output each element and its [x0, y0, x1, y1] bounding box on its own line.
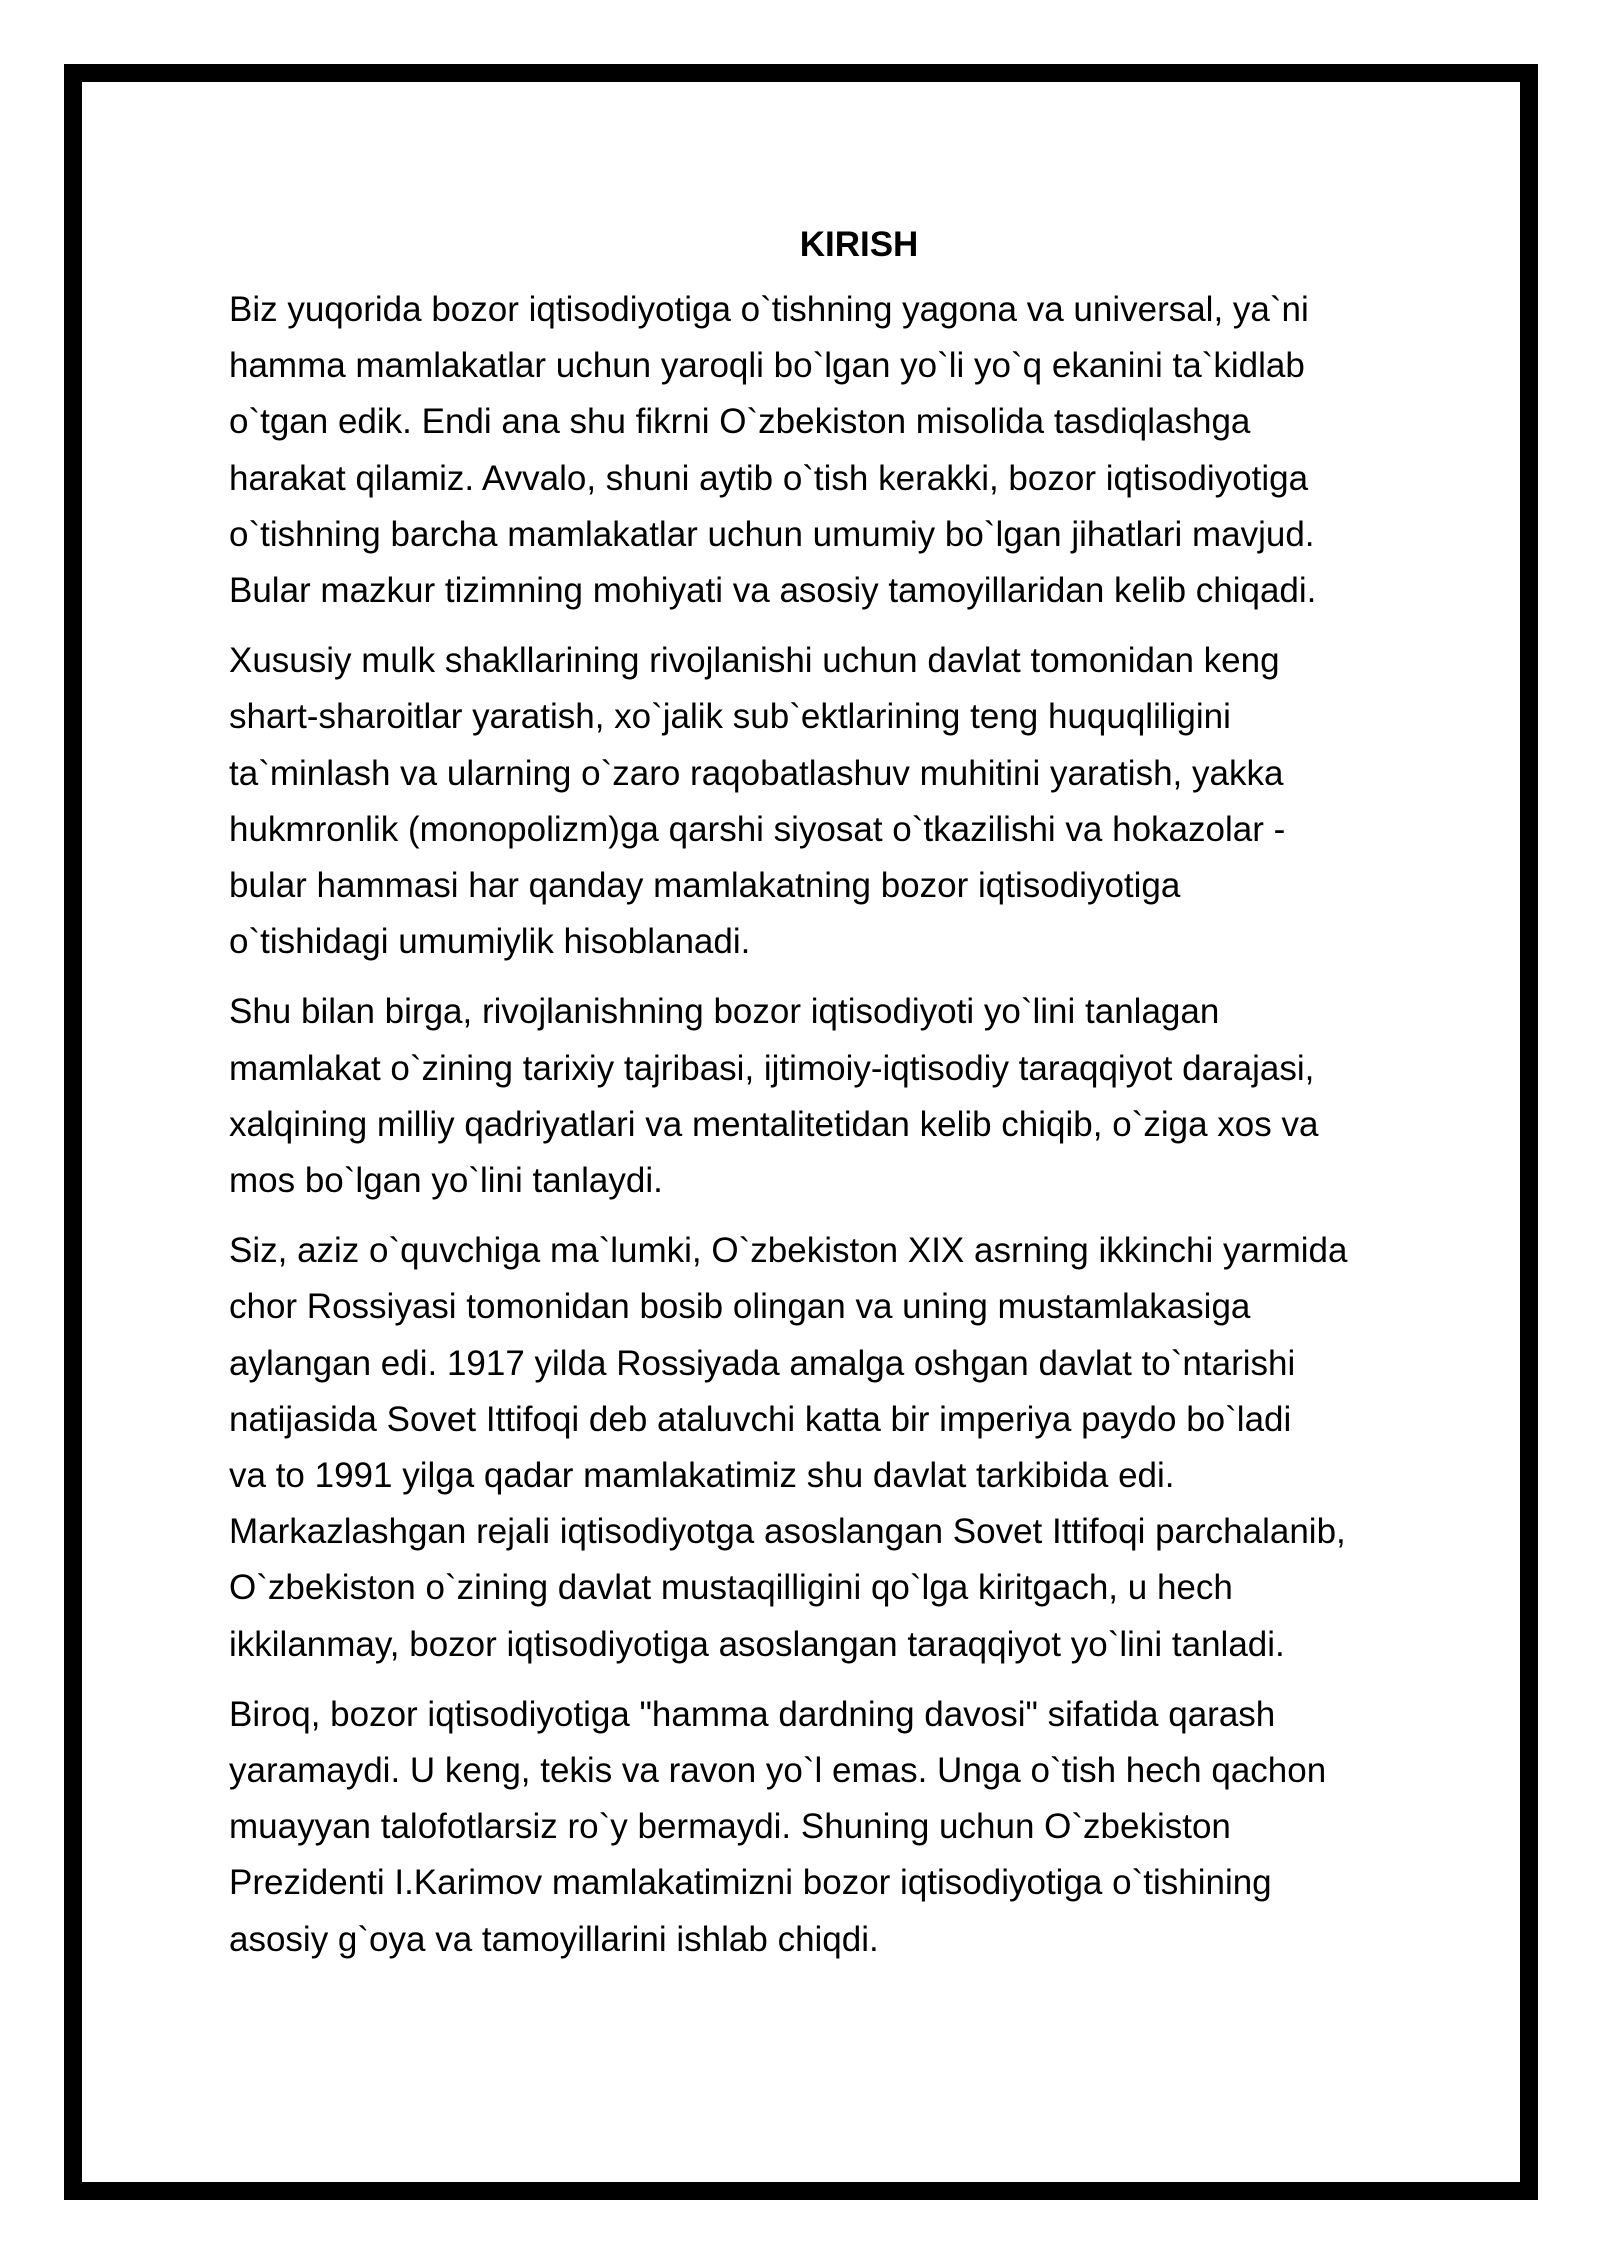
- paragraph-2: [229, 633, 1519, 970]
- paragraph-line: muayyan talofotlarsiz ro`y bermaydi. Shuning uchun O`zbekiston: [229, 1807, 1231, 1847]
- paragraph-line: Prezidenti I.Karimov mamlakatimizni bozor iqtisodiyotiga o`tishining: [229, 1863, 1272, 1903]
- paragraph-line: mamlakat o`zining tarixiy tajribasi, ijtimoiy-iqtisodiy taraqqiyot darajasi,: [229, 1048, 1315, 1088]
- paragraph-line: hukmronlik (monopolizm)ga qarshi siyosat o`tkazilishi va hokazolar -: [229, 809, 1286, 849]
- paragraph-line: o`tgan edik. Endi ana shu fikrni O`zbekiston misolida tasdiqlashga: [229, 402, 1251, 442]
- paragraph-line: va to 1991 yilga qadar mamlakatimiz shu davlat tarkibida edi.: [229, 1456, 1175, 1496]
- paragraph-line: Biroq, bozor iqtisodiyotiga "hamma dardning davosi" sifatida qarash: [229, 1694, 1276, 1734]
- paragraph-line: aylangan edi. 1917 yilda Rossiyada amalga oshgan davlat to`ntarishi: [229, 1343, 1296, 1383]
- document-title: KIRISH: [799, 225, 919, 264]
- paragraph-line: Xususiy mulk shakllarining rivojlanishi uchun davlat tomonidan keng: [229, 641, 1280, 681]
- paragraph-line: mos bo`lgan yo`lini tanlaydi.: [229, 1161, 663, 1201]
- paragraph-line: yaramaydi. U keng, tekis va ravon yo`l emas. Unga o`tish hech qachon: [229, 1751, 1327, 1791]
- paragraph-line: o`tishning barcha mamlakatlar uchun umumiy bo`lgan jihatlari mavjud.: [229, 514, 1315, 554]
- paragraph-line: asosiy g`oya va tamoyillarini ishlab chiqdi.: [229, 1919, 879, 1959]
- paragraph-line: Shu bilan birga, rivojlanishning bozor iqtisodiyoti yo`lini tanlagan: [229, 992, 1220, 1032]
- paragraph-line: hamma mamlakatlar uchun yaroqli bo`lgan yo`li yo`q ekanini ta`kidlab: [229, 346, 1305, 386]
- paragraph-line: xalqining milliy qadriyatlari va mentalitetidan kelib chiqib, o`ziga xos va: [229, 1104, 1319, 1144]
- paragraph-3: [229, 984, 1519, 1209]
- paragraph-line: bular hammasi har qanday mamlakatning bozor iqtisodiyotiga: [229, 866, 1181, 906]
- paragraph-line: harakat qilamiz. Avvalo, shuni aytib o`tish kerakki, bozor iqtisodiyotiga: [229, 458, 1309, 498]
- paragraph-line: chor Rossiyasi tomonidan bosib olingan va uning mustamlakasiga: [229, 1287, 1251, 1327]
- paragraph-line: Biz yuqorida bozor iqtisodiyotiga o`tishning yagona va universal, ya`ni: [229, 290, 1309, 329]
- paragraph-line: O`zbekiston o`zining davlat mustaqilligini qo`lga kiritgach, u hech: [229, 1568, 1233, 1608]
- paragraph-line: ikkilanmay, bozor iqtisodiyotiga asoslangan taraqqiyot yo`lini tanladi.: [229, 1624, 1285, 1664]
- paragraph-1: [229, 282, 1519, 619]
- paragraph-line: ta`minlash va ularning o`zaro raqobatlashuv muhitini yaratish, yakka: [229, 753, 1284, 793]
- paragraph-line: Bular mazkur tizimning mohiyati va asosiy tamoyillaridan kelib chiqadi.: [229, 571, 1317, 611]
- paragraph-line: o`tishidagi umumiylik hisoblanadi.: [229, 922, 751, 962]
- paragraph-4: [229, 1223, 1519, 1673]
- paragraph-5: [229, 1687, 1519, 1968]
- paragraph-line: natijasida Sovet Ittifoqi deb ataluvchi katta bir imperiya paydo bo`ladi: [229, 1399, 1292, 1439]
- paragraph-line: Markazlashgan rejali iqtisodiyotga asoslangan Sovet Ittifoqi parchalanib,: [229, 1512, 1346, 1552]
- paragraph-line: Siz, aziz o`quvchiga ma`lumki, O`zbekiston XIX asrning ikkinchi yarmida: [229, 1231, 1348, 1271]
- document-body: [229, 222, 1519, 1982]
- paragraph-line: shart-sharoitlar yaratish, xo`jalik sub`ektlarining teng huquqliligini: [229, 697, 1231, 737]
